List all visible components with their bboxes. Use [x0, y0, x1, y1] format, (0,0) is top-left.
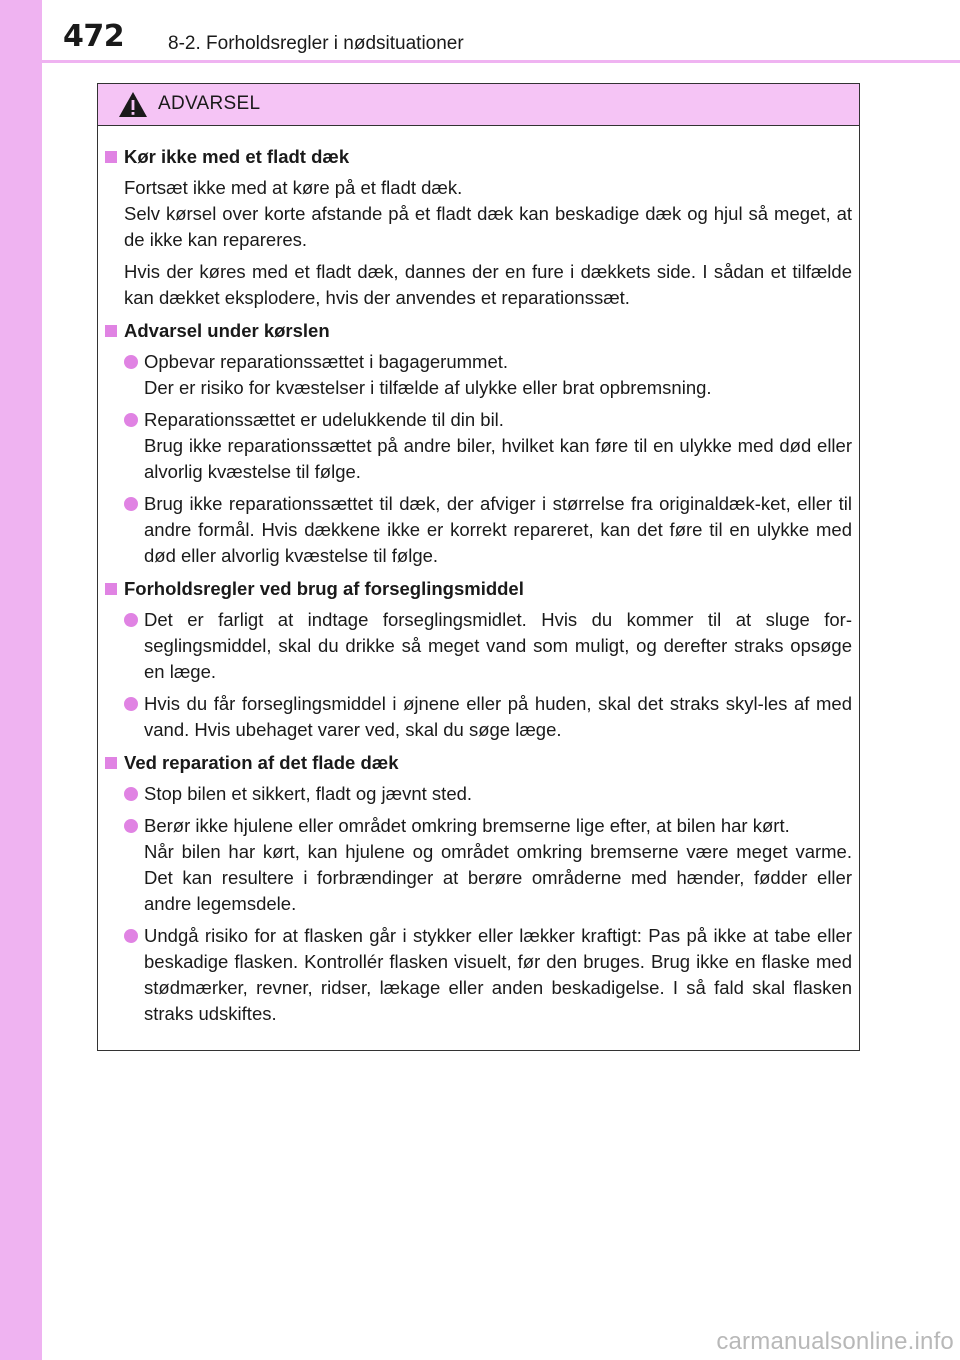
item-line: Brug ikke reparationssættet til dæk, der afviger i størrelse fra originaldæk-ket, eller til andre formål. Hvis dækkene ikke er korrekt repareret, kan det føre til en ulykke med død eller alvorlig kvæstelse til følge. — [144, 493, 852, 566]
circle-bullet-icon — [124, 413, 138, 427]
list-item — [144, 691, 852, 743]
circle-bullet-icon — [124, 697, 138, 711]
section-flat-tire — [105, 144, 852, 311]
section-driving-warning — [105, 318, 852, 569]
list-item — [144, 923, 852, 1027]
item-line: Når bilen har kørt, kan hjulene og området omkring bremserne være meget varme. Det kan resultere i forbrændinger at berøre områderne med hænder, fødder eller andre legemsdele. — [144, 841, 852, 914]
paragraph — [124, 175, 852, 253]
section-repairing-flat-tire — [105, 750, 852, 1027]
paragraph — [124, 259, 852, 311]
warning-header — [98, 84, 859, 126]
item-line: Berør ikke hjulene eller området omkring bremserne lige efter, at bilen har kørt. — [144, 815, 790, 836]
warning-title: ADVARSEL — [158, 93, 261, 114]
circle-bullet-icon — [124, 929, 138, 943]
warning-box — [97, 83, 860, 1051]
list-item — [144, 491, 852, 569]
square-bullet-icon — [105, 757, 117, 769]
square-bullet-icon — [105, 151, 117, 163]
section-heading: Forholdsregler ved brug af forseglingsmiddel — [105, 576, 852, 602]
square-bullet-icon — [105, 325, 117, 337]
page-number: 472 — [63, 19, 125, 54]
item-line: Opbevar reparationssættet i bagagerummet. — [144, 351, 509, 372]
paragraph-line: Hvis der køres med et fladt dæk, dannes der en fure i dækkets side. I sådan et tilfælde kan dækket eksplodere, hvis der anvendes et reparationssæt. — [124, 261, 852, 308]
item-line: Undgå risiko for at flasken går i stykker eller lækker kraftigt: Pas på ikke at tabe eller beskadige flasken. Kontrollér flasken visuelt, før den bruges. Brug ikke en flaske med stødmærker, revner, ridser, lækage eller anden beskadigelse. I så fald skal flasken straks udskiftes. — [144, 925, 852, 1024]
chapter-title: 8-2. Forholdsregler i nødsituationer — [168, 33, 464, 54]
list-item — [144, 781, 852, 807]
circle-bullet-icon — [124, 613, 138, 627]
section-sealant-precautions — [105, 576, 852, 743]
item-line: Reparationssættet er udelukkende til din bil. — [144, 409, 504, 430]
circle-bullet-icon — [124, 355, 138, 369]
section-heading: Advarsel under kørslen — [105, 318, 852, 344]
item-line: Det er farligt at indtage forseglingsmidlet. Hvis du kommer til at sluge for-seglingsmiddel, skal du drikke så meget vand som muligt, og derefter straks opsøge en læge. — [144, 609, 852, 682]
item-line: Stop bilen et sikkert, fladt og jævnt sted. — [144, 783, 473, 804]
side-color-strip — [0, 0, 42, 1360]
circle-bullet-icon — [124, 497, 138, 511]
paragraph-line: Fortsæt ikke med at køre på et fladt dæk. — [124, 177, 463, 198]
paragraph-line: Selv kørsel over korte afstande på et fladt dæk kan beskadige dæk og hjul så meget, at de ikke kan repareres. — [124, 203, 852, 250]
square-bullet-icon — [105, 583, 117, 595]
list-item — [144, 813, 852, 917]
list-item — [144, 407, 852, 485]
circle-bullet-icon — [124, 819, 138, 833]
warning-body — [98, 126, 859, 1027]
item-line: Hvis du får forseglingsmiddel i øjnene eller på huden, skal det straks skyl-les af med vand. Hvis ubehaget varer ved, skal du søge læge. — [144, 693, 852, 740]
header-rule — [42, 60, 960, 63]
warning-triangle-icon — [118, 91, 148, 118]
item-line: Der er risiko for kvæstelser i tilfælde af ulykke eller brat opbremsning. — [144, 377, 712, 398]
circle-bullet-icon — [124, 787, 138, 801]
list-item — [144, 349, 852, 401]
list-item — [144, 607, 852, 685]
site-watermark: carmanualsonline.info — [716, 1328, 954, 1355]
section-heading: Kør ikke med et fladt dæk — [105, 144, 852, 170]
section-heading: Ved reparation af det flade dæk — [105, 750, 852, 776]
item-line: Brug ikke reparationssættet på andre biler, hvilket kan føre til en ulykke med død eller alvorlig kvæstelse til følge. — [144, 435, 852, 482]
